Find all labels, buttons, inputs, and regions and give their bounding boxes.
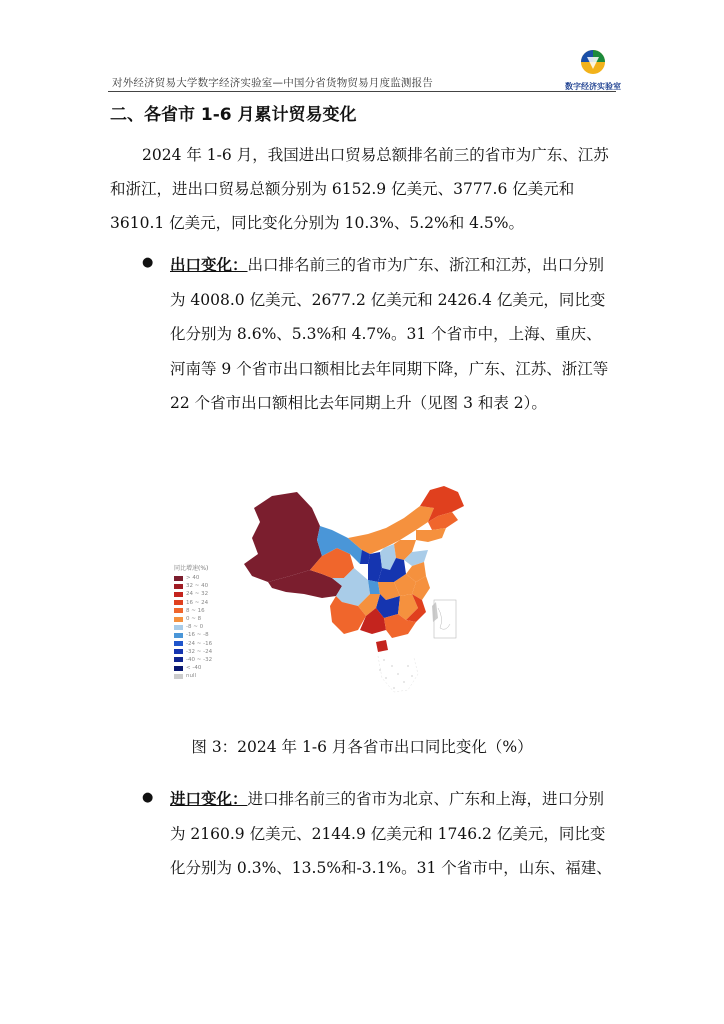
bullet-icon: ● — [142, 790, 154, 805]
legend-swatch — [174, 674, 183, 679]
region-xinjiang — [244, 492, 322, 582]
legend-swatch — [174, 584, 183, 589]
legend-item — [174, 648, 240, 656]
logo-emblem-icon — [578, 48, 608, 76]
legend-label: -40 ~ -32 — [186, 656, 213, 663]
map-legend — [174, 563, 240, 680]
export-change-paragraph — [170, 248, 616, 421]
import-change-paragraph — [170, 782, 616, 886]
legend-swatch — [174, 649, 183, 654]
legend-swatch — [174, 657, 183, 662]
legend-label: -16 ~ -8 — [186, 632, 209, 639]
legend-item — [174, 599, 240, 607]
legend-item — [174, 656, 240, 664]
legend-label: -32 ~ -24 — [186, 648, 213, 655]
legend-label: > 40 — [186, 575, 200, 582]
report-header: 对外经济贸易大学数字经济实验室—中国分省货物贸易月度监测报告 — [112, 77, 433, 89]
legend-swatch — [174, 592, 183, 597]
section-title: 二、各省市 1-6 月累计贸易变化 — [110, 105, 357, 125]
legend-label: null — [186, 673, 197, 680]
import-change-lead: 进口变化： — [170, 790, 248, 808]
import-change-text: 进口排名前三的省市为北京、广东和上海，进口分别为 2160.9 亿美元、2144.9 亿美元和 1746.2 亿美元，同比变化分别为 0.3%、13.5%和-3.1%。31 个省市中，山东、福建、 — [170, 790, 612, 877]
legend-label: 0 ~ 8 — [186, 616, 202, 623]
legend-swatch — [174, 625, 183, 630]
south-china-sea-inset — [434, 600, 456, 638]
legend-item — [174, 607, 240, 615]
legend-item — [174, 582, 240, 590]
legend-label: 8 ~ 16 — [186, 607, 205, 614]
legend-swatch — [174, 608, 183, 613]
legend-label: -24 ~ -16 — [186, 640, 213, 647]
legend-swatch — [174, 617, 183, 622]
lab-logo — [560, 48, 626, 92]
legend-item — [174, 640, 240, 648]
legend-swatch — [174, 600, 183, 605]
paragraph-total-trade: 2024 年 1-6 月，我国进出口贸易总额排名前三的省市为广东、江苏和浙江，进出口贸易总额分别为 6152.9 亿美元、3777.6 亿美元和 3610.1 亿美元，同比变化分别为 10.3%、5.2%和 4.5%。 — [110, 146, 609, 232]
region-taiwan — [432, 602, 438, 622]
legend-swatch — [174, 576, 183, 581]
legend-label: 16 ~ 24 — [186, 599, 209, 606]
legend-swatch — [174, 666, 183, 671]
header-divider — [108, 91, 616, 92]
figure-caption: 图 3：2024 年 1-6 月各省市出口同比变化（%） — [191, 738, 533, 756]
legend-item — [174, 615, 240, 623]
legend-item — [174, 664, 240, 672]
export-change-text: 出口排名前三的省市为广东、浙江和江苏，出口分别为 4008.0 亿美元、2677.2 亿美元和 2426.4 亿美元，同比变化分别为 8.6%、5.3%和 4.7%。31 个省市中，上海、重庆、河南等 9 个省市出口额相比去年同期下降，广东、江苏、浙江等 22 个省市出口额相比去年同期上升（见图 3 和表 2）。 — [170, 256, 609, 412]
logo-text: 数字经济实验室 — [565, 82, 621, 91]
legend-item — [174, 574, 240, 582]
legend-swatch — [174, 641, 183, 646]
legend-swatch — [174, 633, 183, 638]
legend-item — [174, 623, 240, 631]
region-hainan — [376, 640, 388, 652]
legend-label: 24 ~ 32 — [186, 591, 209, 598]
legend-label: -8 ~ 0 — [186, 624, 204, 631]
legend-label: < -40 — [186, 665, 202, 672]
legend-item — [174, 631, 240, 639]
bullet-icon: ● — [142, 255, 154, 270]
legend-item — [174, 672, 240, 680]
legend-label: 32 ~ 40 — [186, 583, 209, 590]
legend-title: 同比增速(%) — [174, 565, 209, 572]
region-liaoning — [416, 528, 446, 542]
export-change-lead: 出口变化： — [170, 256, 248, 274]
legend-item — [174, 590, 240, 598]
